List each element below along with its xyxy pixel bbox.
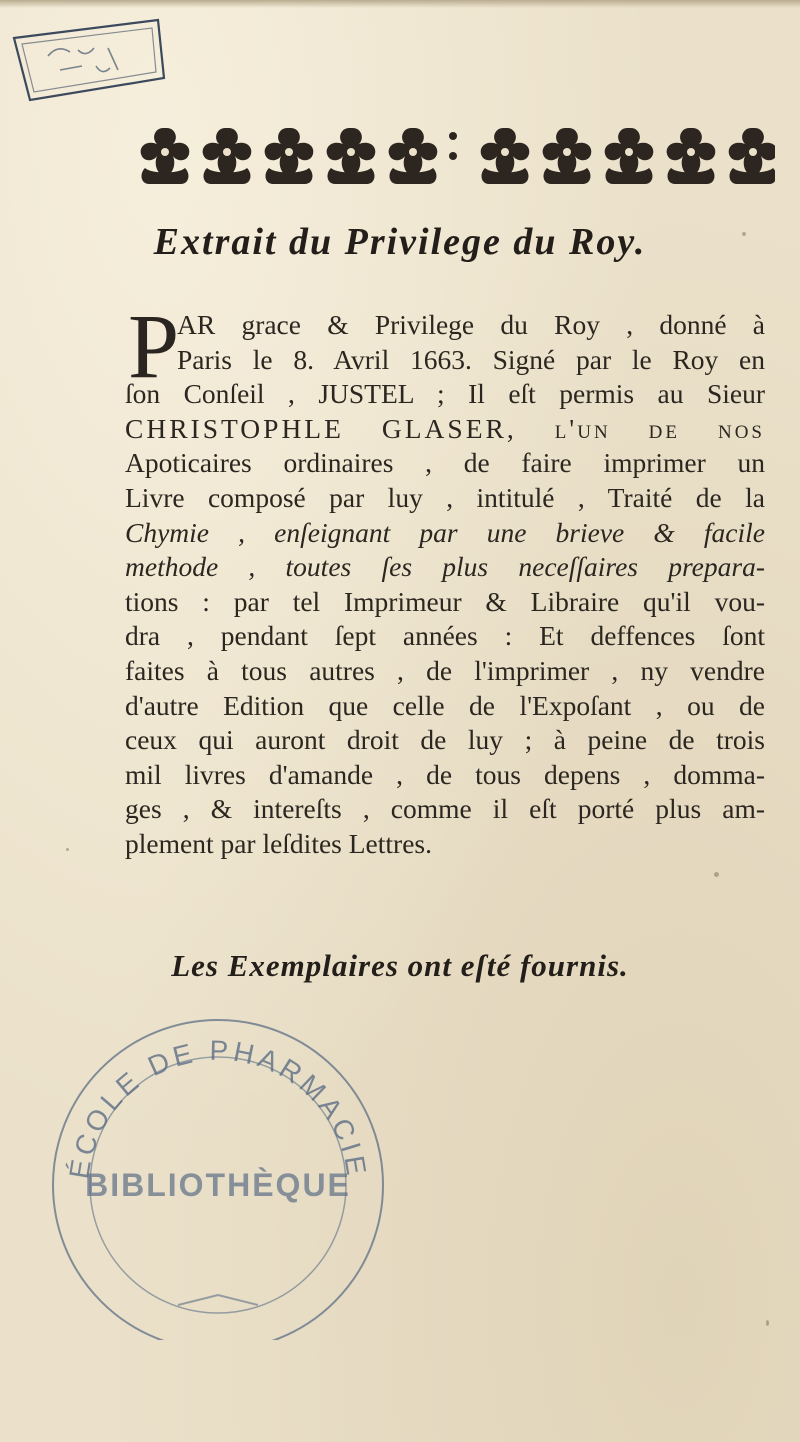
library-stamp xyxy=(38,1000,398,1340)
paper-speck xyxy=(714,872,719,877)
ornament-divider-dot xyxy=(449,152,457,160)
heading-extrait-privilege: Extrait du Privilege du Roy. xyxy=(153,221,647,263)
paper-speck xyxy=(742,232,746,236)
fleuron-icon xyxy=(327,128,376,184)
exemplaires-note: Les Exemplaires ont eſté fournis. xyxy=(171,948,629,983)
svg-text:ÉCOLE DE PHARMACIE xyxy=(63,1035,373,1181)
text-line: AR grace & Privilege du Roy , donné à xyxy=(177,309,765,340)
fleuron-ornament-band xyxy=(135,118,775,190)
drop-cap: P xyxy=(128,295,180,397)
text-line: Apoticaires ordinaires , de faire imprimer un xyxy=(125,447,765,479)
text-line: CHRISTOPHLE GLASER, l'un de nos xyxy=(125,412,765,444)
stamp-ring-text: ÉCOLE DE PHARMACIE xyxy=(63,1034,373,1181)
fleuron-icon xyxy=(203,128,252,184)
fleuron-icon xyxy=(141,128,190,184)
fleuron-icon xyxy=(265,128,314,184)
text-line: ges , & intereſts , comme il eſt porté plus am- xyxy=(125,793,765,825)
text-line: faites à tous autres , de l'imprimer , ny vendre xyxy=(125,654,765,686)
fleuron-icon xyxy=(389,128,438,184)
text-line: tions : par tel Imprimeur & Libraire qu'il vou- xyxy=(125,585,765,617)
corner-library-stamp xyxy=(8,8,168,106)
paper-speck xyxy=(766,1320,769,1326)
fleuron-icon xyxy=(481,128,530,184)
fleuron-icon xyxy=(605,128,654,184)
stamp-center-text: BIBLIOTHÈQUE xyxy=(85,1167,351,1203)
text-line: ſon Conſeil , JUSTEL ; Il eſt permis au Sieur xyxy=(125,378,765,410)
fleuron-icon xyxy=(543,128,592,184)
fleuron-icon xyxy=(667,128,716,184)
text-line: dra , pendant ſept années : Et deffences ſont xyxy=(125,620,765,652)
text-line: plement par leſdites Lettres. xyxy=(125,827,432,859)
page-top-edge xyxy=(0,0,800,8)
text-line: Paris le 8. Avril 1663. Signé par le Roy en xyxy=(177,343,765,375)
text-line: Livre composé par luy , intitulé , Traité de la xyxy=(125,481,765,513)
text-line: mil livres d'amande , de tous depens , domma- xyxy=(125,758,765,790)
text-line: methode , toutes ſes plus neceſſaires prepara- xyxy=(125,551,765,583)
text-line: Chymie , enſeignant par une brieve & facile xyxy=(125,516,765,548)
text-line: ceux qui auront droit de luy ; à peine de trois xyxy=(125,724,765,756)
paper-speck xyxy=(66,848,69,851)
text-line: d'autre Edition que celle de l'Expoſant , ou de xyxy=(125,689,765,721)
ornament-divider-dot xyxy=(449,132,457,140)
fleuron-icon xyxy=(729,128,775,184)
privilege-body-text xyxy=(125,295,765,862)
